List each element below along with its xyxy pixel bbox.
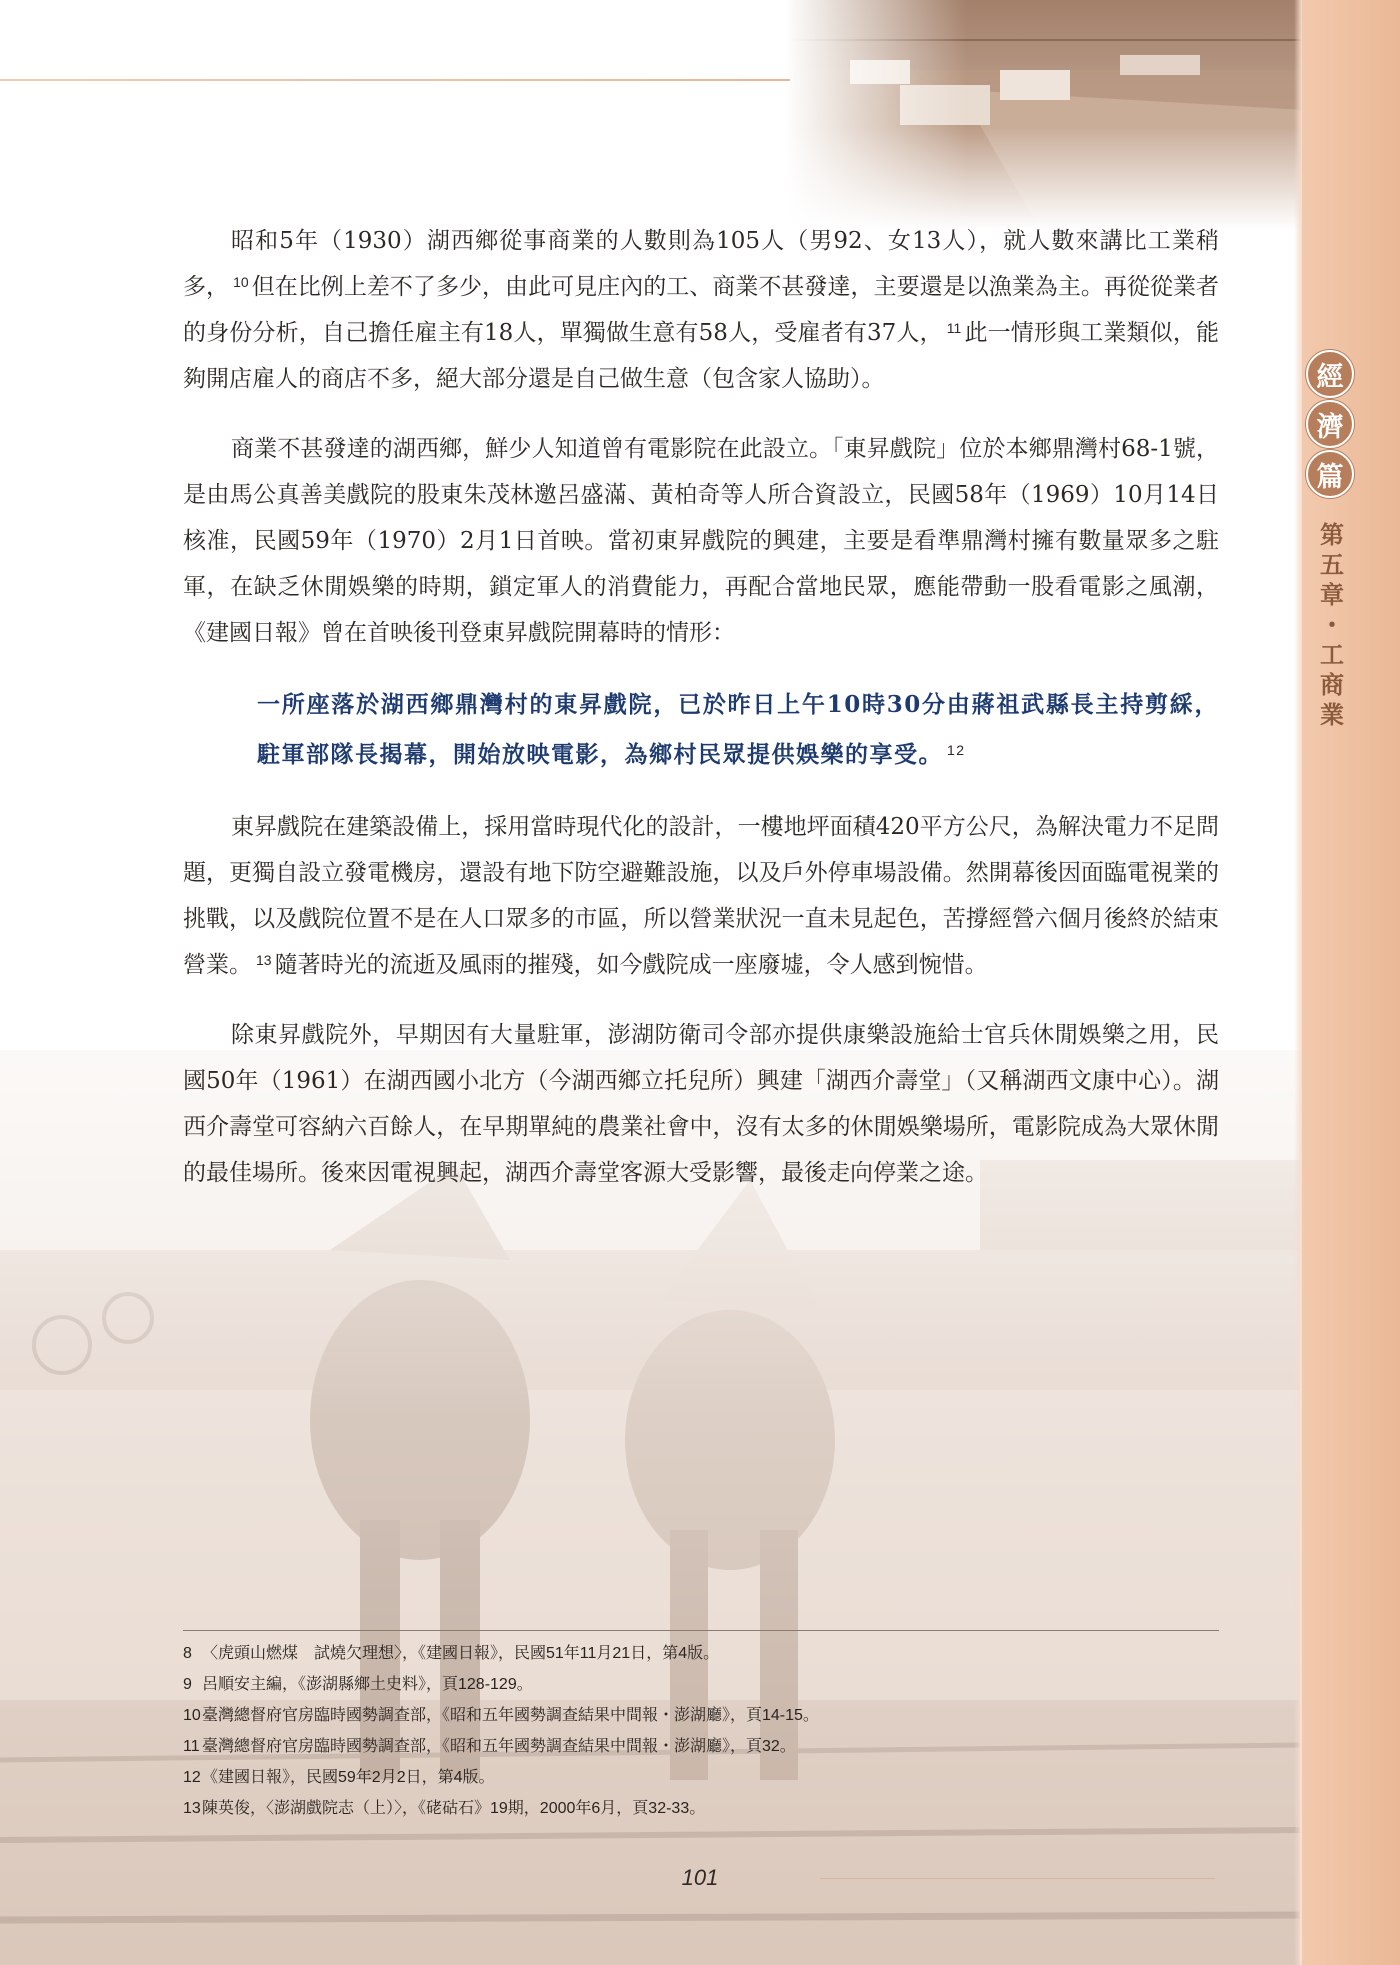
paragraph-2: 商業不甚發達的湖西鄉，鮮少人知道曾有電影院在此設立。「東昇戲院」位於本鄉鼎灣村68-1號，是由馬公真善美戲院的股東朱茂林邀呂盛滿、黃柏奇等人所合資設立，民國58年（1969）10月14日核准，民國59年（1970）2月1日首映。當初東昇戲院的興建，主要是看準鼎灣村擁有數量眾多之駐軍，在缺乏休閒娛樂的時期，鎖定軍人的消費能力，再配合當地民眾，應能帶動一股看電影之風潮，《建國日報》曾在首映後刊登東昇戲院開幕時的情形： bbox=[183, 436, 1219, 646]
footnote-ref-11[interactable]: 11 bbox=[946, 320, 962, 336]
section-char-3: 篇 bbox=[1306, 450, 1354, 498]
chapter-side-tab bbox=[1302, 350, 1358, 732]
side-band-edge bbox=[1294, 0, 1302, 1965]
newspaper-quote: 一所座落於湖西鄉鼎灣村的東昇戲院，已於昨日上午10時30分由蔣祖武縣長主持剪綵，駐軍部隊長揭幕，開始放映電影，為鄉村民眾提供娛樂的享受。 $^{12}$ bbox=[257, 691, 1219, 768]
main-text bbox=[183, 218, 1219, 1220]
paragraph-1: 昭和5年（1930）湖西鄉從事商業的人數則為105人（男92、女13人），就人數來講比工業稍多， $^{10}$ 但在比例上差不了多少，由此可見庄內的工、商業不甚發達，主要還是以漁業為主。再從從業者的身份分析，自己擔任雇主有18人，單獨做生意有58人，受雇者有37人， $^{11}$ 此一情形與工業類似，能夠開店雇人的商店不多，絕大部分還是自己做生意（包含家人協助）。 bbox=[183, 228, 1220, 392]
footnote-10: 10 臺灣總督府官房臨時國勢調查部，《昭和五年國勢調查結果中間報・澎湖廳》，頁14-15。 bbox=[183, 1707, 819, 1724]
footnote-12: 12 《建國日報》，民國59年2月2日，第4版。 bbox=[183, 1769, 495, 1786]
section-char-2: 濟 bbox=[1306, 400, 1354, 448]
page-number: 101 bbox=[681, 1865, 719, 1890]
footnote-9: 9 呂順安主編，《澎湖縣鄉土史料》，頁128-129。 bbox=[183, 1676, 533, 1693]
paragraph-4: 除東昇戲院外，早期因有大量駐軍，澎湖防衛司令部亦提供康樂設施給士官兵休閒娛樂之用，民國50年（1961）在湖西國小北方（今湖西鄉立托兒所）興建「湖西介壽堂」（又稱湖西文康中心）。湖西介壽堂可容納六百餘人，在早期單純的農業社會中，沒有太多的休閒娛樂場所，電影院成為大眾休閒的最佳場所。後來因電視興起，湖西介壽堂客源大受影響，最後走向停業之途。 bbox=[183, 1022, 1219, 1186]
section-char-1: 經 bbox=[1306, 350, 1354, 398]
footnote-ref-13[interactable]: 13 bbox=[256, 952, 272, 968]
chapter-label: 第五章・工商業 bbox=[1315, 522, 1345, 732]
footnote-ref-10[interactable]: 10 bbox=[233, 274, 249, 290]
paragraph-3: 東昇戲院在建築設備上，採用當時現代化的設計，一樓地坪面積420平方公尺，為解決電力不足問題，更獨自設立發電機房，還設有地下防空避難設施，以及戶外停車場設備。然開幕後因面臨電視業的挑戰，以及戲院位置不是在人口眾多的市區，所以營業狀況一直未見起色，苦撐經營六個月後終於結束營業。 $^{13}$ 隨著時光的流逝及風雨的摧殘，如今戲院成一座廢墟，令人感到惋惜。 bbox=[183, 814, 1219, 978]
footnote-8: 8 〈虎頭山燃煤 試燒欠理想〉，《建國日報》，民國51年11月21日，第4版。 bbox=[183, 1645, 720, 1662]
footnote-ref-12[interactable]: 12 bbox=[947, 742, 966, 758]
footnote-11: 11 臺灣總督府官房臨時國勢調查部，《昭和五年國勢調查結果中間報・澎湖廳》，頁32。 bbox=[183, 1738, 796, 1755]
footnotes bbox=[183, 1640, 1219, 1826]
footnote-divider bbox=[183, 1630, 1219, 1631]
chapter-side-band bbox=[1302, 0, 1400, 1965]
top-decorative-rule bbox=[0, 79, 790, 81]
footnote-13: 13 陳英俊，〈澎湖戲院志（上）〉，《硓𥑮石》19期，2000年6月，頁32-33。 bbox=[183, 1800, 706, 1817]
